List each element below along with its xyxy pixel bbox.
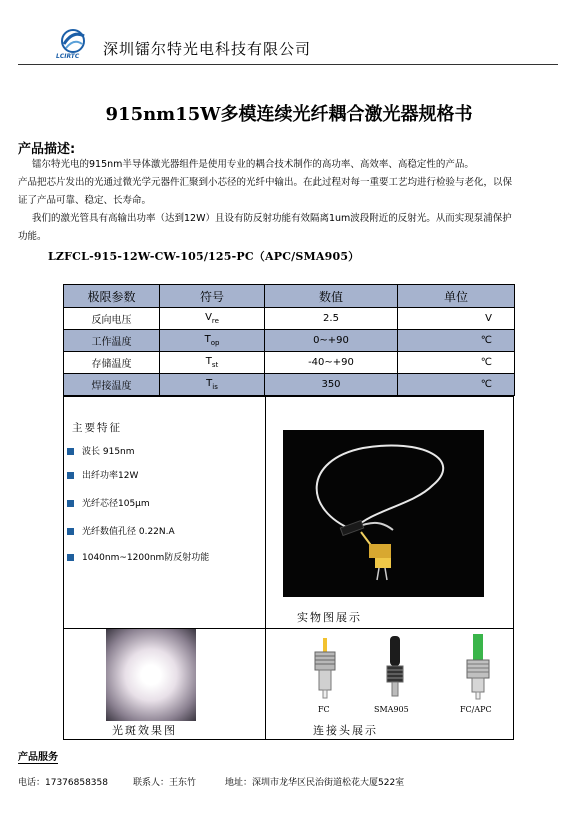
spot-effect-image bbox=[106, 629, 196, 721]
table-row bbox=[64, 374, 515, 396]
fc-connector-image bbox=[305, 638, 345, 700]
footer-address: 地址：深圳市龙华区民治街道松花大厦522室 bbox=[225, 778, 405, 788]
symbol-cell: $T_{st}$ bbox=[160, 352, 265, 374]
company-logo bbox=[52, 26, 94, 62]
table-row bbox=[64, 308, 515, 330]
footer-phone: 电话：17376858358 bbox=[18, 778, 108, 788]
fc-apc-connector-image bbox=[455, 634, 500, 700]
connector-label-fc-apc: FC/APC bbox=[460, 705, 492, 714]
param-cell: 焊接温度 bbox=[64, 374, 160, 396]
feature-item: 波长 915nm bbox=[67, 444, 135, 457]
value-cell: 350 bbox=[265, 374, 398, 396]
table-header-cell: 极限参数 bbox=[64, 285, 160, 308]
features-title: 主要特征 bbox=[72, 422, 122, 434]
feature-item: 出纤功率12W bbox=[67, 468, 138, 481]
company-name: 深圳镭尔特光电科技有限公司 bbox=[103, 40, 312, 58]
param-cell: 存储温度 bbox=[64, 352, 160, 374]
table-header-cell: 单位 bbox=[398, 285, 515, 308]
param-cell: 工作温度 bbox=[64, 330, 160, 352]
limit-parameters-table bbox=[63, 284, 515, 396]
description-paragraph-3: 证了产品可靠、稳定、长寿命。 bbox=[18, 195, 152, 206]
unit-cell: ℃ bbox=[398, 352, 515, 374]
bullet-icon bbox=[67, 472, 74, 479]
unit-cell: ℃ bbox=[398, 330, 515, 352]
footer-contact: 联系人：王东竹 bbox=[133, 778, 197, 788]
footer-title: 产品服务 bbox=[18, 752, 58, 763]
connector-label-sma905: SMA905 bbox=[374, 705, 409, 714]
symbol-cell: $T_{is}$ bbox=[160, 374, 265, 396]
unit-cell: V bbox=[398, 308, 515, 330]
logo-text: LCIRTC bbox=[56, 53, 80, 60]
table-header-row bbox=[64, 285, 515, 308]
bullet-icon bbox=[67, 500, 74, 507]
sma905-connector-image bbox=[370, 636, 420, 700]
feature-item: 光纤芯径105μm bbox=[67, 496, 150, 509]
value-cell: 2.5 bbox=[265, 308, 398, 330]
spot-caption: 光斑效果图 bbox=[112, 724, 177, 737]
table-header-cell: 数值 bbox=[265, 285, 398, 308]
table-row bbox=[64, 330, 515, 352]
feature-item: 1040nm~1200nm防反射功能 bbox=[67, 550, 209, 563]
table-row bbox=[64, 352, 515, 374]
section-title: 产品描述: bbox=[18, 142, 76, 157]
symbol-cell: $V_{re}$ bbox=[160, 308, 265, 330]
description-paragraph-4: 我们的激光管具有高输出功率（达到12W）且设有防反射功能有效隔离1um波段附近的反射光。从而实现泵浦保护 bbox=[32, 213, 512, 224]
param-cell: 反向电压 bbox=[64, 308, 160, 330]
symbol-cell: $T_{op}$ bbox=[160, 330, 265, 352]
document-title: 915nm15W多模连续光纤耦合激光器规格书 bbox=[105, 104, 473, 125]
bullet-icon bbox=[67, 528, 74, 535]
header-divider bbox=[18, 64, 558, 65]
model-number: LZFCL-915-12W-CW-105/125-PC（APC/SMA905） bbox=[48, 250, 360, 263]
table-header-cell: 符号 bbox=[160, 285, 265, 308]
value-cell: -40~+90 bbox=[265, 352, 398, 374]
description-paragraph-5: 功能。 bbox=[18, 231, 47, 242]
bullet-icon bbox=[67, 448, 74, 455]
description-paragraph-1: 镭尔特光电的915nm半导体激光器组件是使用专业的耦合技术制作的高功率、高效率、高稳定性的产品。 bbox=[32, 159, 474, 170]
product-photo bbox=[283, 430, 484, 597]
product-photo-caption: 实物图展示 bbox=[297, 611, 362, 624]
unit-cell: ℃ bbox=[398, 374, 515, 396]
description-paragraph-2: 产品把芯片发出的光通过微光学元器件汇聚到小芯径的光纤中输出。在此过程对每一重要工艺均进行检验与老化，以保 bbox=[18, 177, 513, 188]
value-cell: 0~+90 bbox=[265, 330, 398, 352]
bullet-icon bbox=[67, 554, 74, 561]
connector-caption: 连接头展示 bbox=[313, 724, 378, 737]
feature-item: 光纤数值孔径 0.22N.A bbox=[67, 524, 175, 537]
connector-label-fc: FC bbox=[318, 705, 330, 714]
